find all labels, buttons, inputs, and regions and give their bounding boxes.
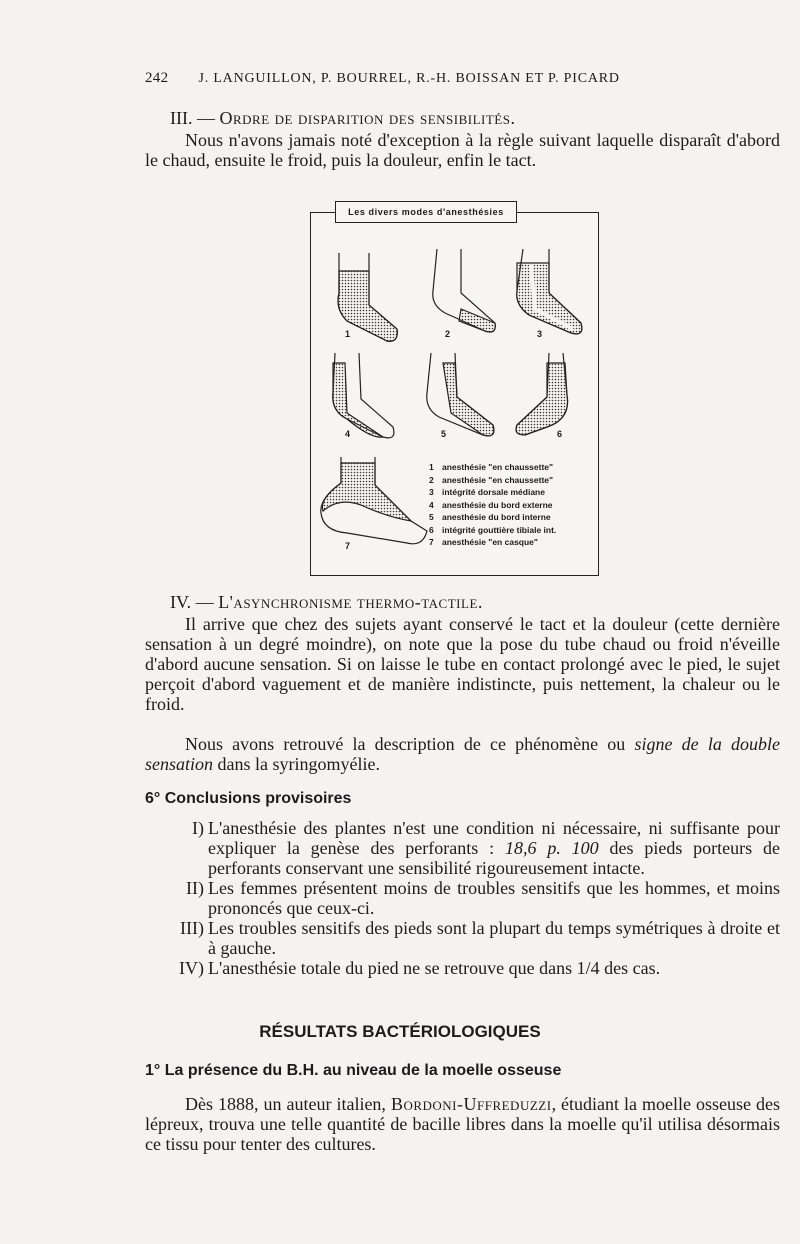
legend-item: 7 anesthésie "en casque" <box>429 537 538 547</box>
foot-3-drawing <box>517 249 582 334</box>
foot-1-drawing <box>338 253 397 341</box>
foot-2-drawing <box>433 249 496 332</box>
running-head <box>145 70 685 87</box>
results-title: RÉSULTATS BACTÉRIOLOGIQUES <box>259 1022 541 1041</box>
panel-number-1: 1 <box>345 329 351 339</box>
page-number: 242 <box>145 70 169 86</box>
section-4-heading: IV. — L'asynchronisme thermo-tactile. <box>170 592 483 612</box>
conclusions-heading: 6° Conclusions provisoires <box>145 790 352 807</box>
section-3-heading: III. — Ordre de disparition des sensibilités. <box>170 108 516 128</box>
figure-title: Les divers modes d'anesthésies <box>335 201 517 223</box>
section-4-paragraph-1: Il arrive que chez des sujets ayant conservé le tact et la douleur (cette dernière sensation à un degré moindre), on note que la pose du tube chaud ou froid n'éveille d'abord aucune sensation. Si on laisse le tube en contact prolongé avec le pied, le sujet perçoit d'abord vaguement et de manière indistincte, puis nettement, la chaleur ou le froid. <box>145 614 780 714</box>
foot-6-drawing <box>516 353 568 435</box>
legend-item: 3 intégrité dorsale médiane <box>429 487 545 497</box>
foot-5-drawing <box>427 353 494 436</box>
running-head-authors: J. LANGUILLON, P. BOURREL, R.-H. BOISSAN ET P. PICARD <box>198 71 620 86</box>
panel-number-5: 5 <box>441 429 447 439</box>
list-item: IV) L'anesthésie totale du pied ne se retrouve que dans 1/4 des cas. <box>179 958 661 978</box>
legend-item: 4 anesthésie du bord externe <box>429 499 553 510</box>
list-item: II) Les femmes présentent moins de troubles sensitifs que les hommes, et moins prononcés que ceux-ci. <box>186 878 780 918</box>
panel-number-6: 6 <box>557 429 563 439</box>
foot-4-drawing <box>333 353 394 438</box>
panel-number-7: 7 <box>345 541 351 551</box>
legend-item: 2 anesthésie "en chaussette" <box>429 474 554 485</box>
foot-7-drawing <box>321 457 427 544</box>
figure-legend <box>429 461 594 549</box>
panel-number-3: 3 <box>537 329 543 339</box>
results-subheading: 1° La présence du B.H. au niveau de la moelle osseuse <box>145 1062 562 1079</box>
legend-item: 6 intégrité gouttière tibiale int. <box>429 524 557 535</box>
results-paragraph: Dès 1888, un auteur italien, Bordoni-Uffreduzzi, étudiant la moelle osseuse des lépreux, trouva une telle quantité de bacille libres dans la moelle qu'il utilisa désormais ce tissu pour tenter des cultures. <box>145 1094 780 1154</box>
list-item: III) Les troubles sensitifs des pieds sont la plupart du temps symétriques à droite et à gauche. <box>180 918 780 958</box>
legend-item: 5 anesthésie du bord interne <box>429 512 551 522</box>
legend-item: 1 anesthésie "en chaussette" <box>429 462 554 472</box>
panel-number-4: 4 <box>345 429 351 439</box>
list-item: I) L'anesthésie des plantes n'est une condition ni nécessaire, ni suffisante pour expliquer la genèse des perforants : 18,6 p. 100 des pieds porteurs de perforants conservant une sensibilité rigoureusement intacte. <box>192 818 780 878</box>
section-4-paragraph-2: Nous avons retrouvé la description de ce phénomène ou signe de la double sensation dans la syringomyélie. <box>145 734 780 774</box>
conclusions-list <box>160 818 780 978</box>
anesthesia-figure <box>310 207 599 576</box>
panel-number-2: 2 <box>445 329 451 339</box>
section-3-paragraph: Nous n'avons jamais noté d'exception à la règle suivant laquelle disparaît d'abord le chaud, ensuite le froid, puis la douleur, enfin le tact. <box>145 130 780 170</box>
